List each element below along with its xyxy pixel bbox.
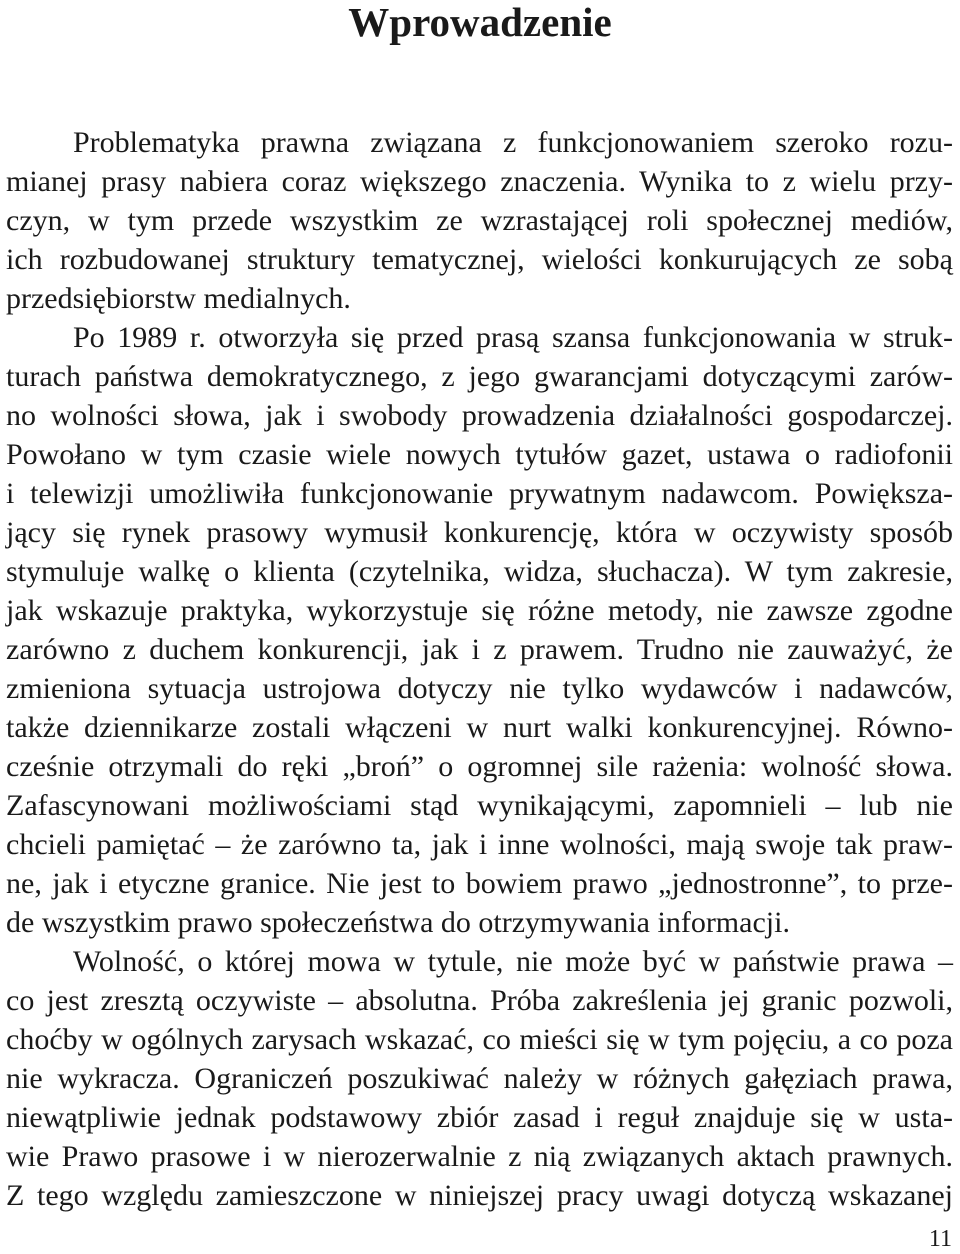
text-line: Problematyka prawna związana z funkcjonowaniem szeroko rozu- (73, 126, 953, 159)
text-line: Z tego względu zamieszczone w niniejszej pracy uwagi dotyczą wskazanej (6, 1179, 953, 1212)
text-line: nie wykracza. Ograniczeń poszukiwać należy w różnych gałęziach prawa, (6, 1062, 953, 1095)
text-line: no wolności słowa, jak i swobody prowadzenia działalności gospodarczej. (6, 399, 953, 432)
text-line: jący się rynek prasowy wymusił konkurencję, która w oczywisty sposób (6, 516, 953, 549)
text-line: niewątpliwie jednak podstawowy zbiór zasad i reguł znajduje się w usta- (6, 1101, 953, 1134)
text-line: stymuluje walkę o klienta (czytelnika, widza, słuchacza). W tym zakresie, (6, 555, 953, 588)
text-line: mianej prasy nabiera coraz większego znaczenia. Wynika to z wielu przy- (6, 165, 953, 198)
text-line: turach państwa demokratycznego, z jego gwarancjami dotyczącymi zarów- (6, 360, 953, 393)
page-title: Wprowadzenie (348, 0, 612, 45)
text-line: cześnie otrzymali do ręki „broń” o ogromnej sile rażenia: wolność słowa. (6, 750, 953, 783)
text-line: wie Prawo prasowe i w nierozerwalnie z nią związanych aktach prawnych. (6, 1140, 953, 1173)
text-line: de wszystkim prawo społeczeństwa do otrzymywania informacji. (6, 906, 790, 939)
text-line: zarówno z duchem konkurencji, jak i z prawem. Trudno nie zauważyć, że (6, 633, 953, 666)
text-line: co jest zresztą oczywiste – absolutna. Próba zakreślenia jej granic pozwoli, (6, 984, 953, 1017)
text-line: także dziennikarze zostali włączeni w nurt walki konkurencyjnej. Równo- (6, 711, 953, 744)
text-line: ne, jak i etyczne granice. Nie jest to bowiem prawo „jednostronne”, to prze- (6, 867, 953, 900)
text-line: Wolność, o której mowa w tytule, nie może być w państwie prawa – (73, 945, 953, 978)
text-line: przedsiębiorstw medialnych. (6, 282, 351, 315)
text-line: Powołano w tym czasie wiele nowych tytułów gazet, ustawa o radiofonii (6, 438, 953, 471)
page-number: 11 (928, 1226, 952, 1252)
text-line: i telewizji umożliwiła funkcjonowanie prywatnym nadawcom. Powiększa- (6, 477, 953, 510)
text-line: choćby w ogólnych zarysach wskazać, co mieści się w tym pojęciu, a co poza (6, 1023, 953, 1056)
text-line: zmieniona sytuacja ustrojowa dotyczy nie tylko wydawców i nadawców, (6, 672, 953, 705)
text-line: Po 1989 r. otworzyła się przed prasą szansa funkcjonowania w struk- (73, 321, 953, 354)
text-line: czyn, w tym przede wszystkim ze wzrastającej roli społecznej mediów, (6, 204, 953, 237)
text-line: jak wskazuje praktyka, wykorzystuje się różne metody, nie zawsze zgodne (6, 594, 953, 627)
text-line: chcieli pamiętać – że zarówno ta, jak i inne wolności, mają swoje tak praw- (6, 828, 953, 861)
text-line: ich rozbudowanej struktury tematycznej, wielości konkurujących ze sobą (6, 243, 953, 276)
text-line: Zafascynowani możliwościami stąd wynikającymi, zapomnieli – lub nie (6, 789, 953, 822)
